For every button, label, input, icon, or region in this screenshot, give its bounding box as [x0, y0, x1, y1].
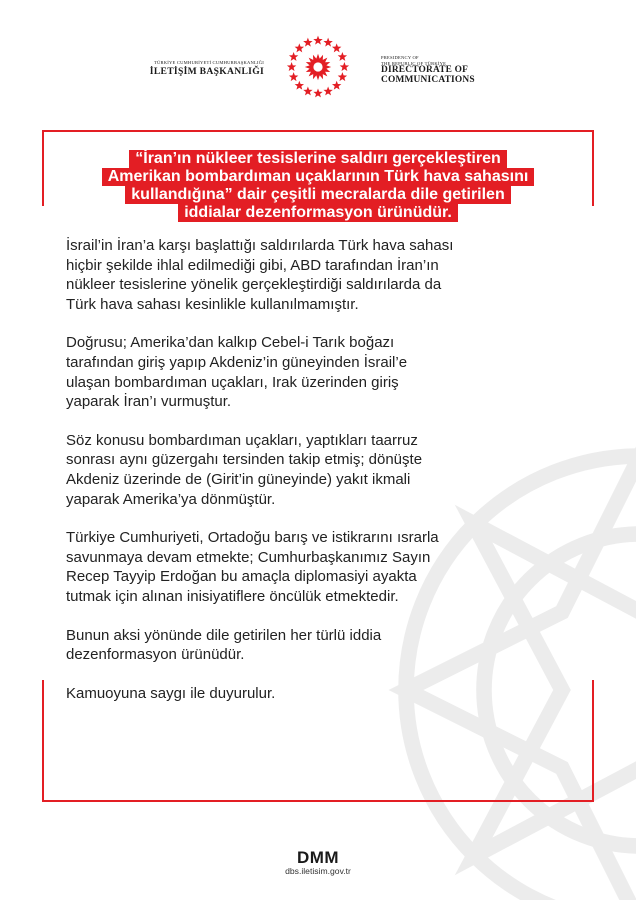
- header: [0, 28, 636, 108]
- header-left-subtitle: TÜRKİYE CUMHURİYETİ CUMHURBAŞKANLIĞI: [153, 60, 264, 65]
- paragraph-line: İsrail’in İran’a karşı başlattığı saldırılarda Türk hava sahası: [66, 237, 454, 254]
- frame-bottom-right-line: [592, 680, 594, 802]
- footer-url: dbs.iletisim.gov.tr: [285, 866, 351, 876]
- paragraph-line: sonrası aynı güzergahı tersinden takip etmiş; dönüşte: [66, 451, 423, 469]
- header-left-title: İLETİŞİM BAŞKANLIĞI: [149, 66, 264, 77]
- header-right-title-1: DIRECTORATE OF: [381, 65, 469, 76]
- seal-star: [313, 88, 322, 97]
- seal-star: [323, 86, 332, 95]
- seal-star: [313, 36, 322, 45]
- paragraph-line: Türk hava sahası kesinlikle kullanılmamıştır.: [66, 295, 359, 313]
- seal-star: [338, 52, 347, 61]
- paragraph-line: Doğrusu; Amerika’dan kalkıp Cebel-i Tarık boğazı: [66, 334, 395, 352]
- seal-star: [295, 81, 304, 90]
- headline-line: “İran’ın nükleer tesislerine saldırı gerçekleştiren: [129, 150, 507, 168]
- paragraph-line: Bunun aksi yönünde dile getirilen her türlü iddia: [66, 626, 382, 644]
- paragraph-line: ulaşan bombardıman uçakları, Irak üzerinden giriş: [66, 373, 399, 391]
- paragraph-4: [66, 528, 576, 606]
- paragraph-6: [66, 684, 576, 704]
- seal-star: [340, 62, 349, 71]
- seal-star: [289, 72, 298, 81]
- frame-right-line: [592, 130, 594, 206]
- frame-top-line: [42, 130, 594, 132]
- paragraph-line: Türkiye Cumhuriyeti, Ortadoğu barış ve istikrarını ısrarla: [66, 529, 439, 547]
- paragraph-3: [66, 431, 576, 509]
- seal-star: [295, 43, 304, 52]
- headline-line: Amerikan bombardıman uçaklarının Türk hava sahasını: [102, 168, 535, 186]
- seal-star: [338, 72, 347, 81]
- frame-bottom-left-line: [42, 680, 44, 802]
- paragraph-line: hiçbir şekilde ihlal edilmediği gibi, ABD tarafından İran’ın: [66, 256, 439, 274]
- dmm-logo-icon: [280, 848, 356, 866]
- presidential-seal-icon: [285, 34, 351, 100]
- paragraph-line: yaparak İran’ı vurmuştur.: [66, 393, 232, 411]
- paragraph-5: [66, 626, 576, 665]
- paragraph-line: tarafından giriş yapıp Akdeniz’in güneyinden İsrail’e: [66, 353, 408, 371]
- headline-line: iddialar dezenformasyon ürünüdür.: [178, 204, 458, 222]
- dmm-logo-text: DMM: [296, 848, 340, 866]
- seal-star: [287, 62, 296, 71]
- paragraph-line: dezenformasyon ürünüdür.: [66, 646, 245, 664]
- paragraph-line: yaparak Amerika’ya dönmüştür.: [66, 490, 276, 508]
- paragraph-line: nükleer tesislerine yönelik gerçekleştirdiği saldırılarda da: [66, 276, 442, 294]
- seal-star: [289, 52, 298, 61]
- header-left-logotype: [150, 60, 264, 77]
- paragraph-2: [66, 333, 576, 411]
- seal-star: [303, 86, 312, 95]
- paragraph-line: tutmak için alınan inisiyatiflere öncülük etmektedir.: [66, 587, 399, 605]
- seal-star: [332, 81, 341, 90]
- seal-star: [332, 43, 341, 52]
- paragraph-line: Akdeniz üzerinde de (Girit’in güneyinde) yakıt ikmali: [66, 470, 411, 488]
- header-right-title-2: COMMUNICATIONS: [381, 74, 475, 85]
- seal-star: [323, 38, 332, 47]
- paragraph-1: [66, 236, 576, 314]
- paragraph-line: Söz konusu bombardıman uçakları, yaptıkları taarruz: [66, 431, 418, 449]
- seal-center: [313, 62, 322, 71]
- statement-body: [66, 236, 576, 722]
- paragraph-line: Recep Tayyip Erdoğan bu amaçla diplomasiyi ayakta: [66, 568, 417, 586]
- headline: [44, 150, 592, 222]
- paragraph-line: savunmaya devam etmekte; Cumhurbaşkanımız Sayın: [66, 548, 431, 566]
- seal-star: [303, 38, 312, 47]
- header-right-subtitle-2: THE REPUBLIC OF TÜRKİYE: [381, 60, 447, 66]
- headline-line: kullandığına” dair çeşitli mecralarda dile getirilen: [125, 186, 510, 204]
- header-right-subtitle-1: PRESIDENCY OF: [381, 55, 419, 60]
- paragraph-line: Kamuoyuna saygı ile duyurulur.: [66, 684, 276, 702]
- header-right-logotype: [381, 55, 475, 85]
- frame-bottom-line: [42, 800, 594, 802]
